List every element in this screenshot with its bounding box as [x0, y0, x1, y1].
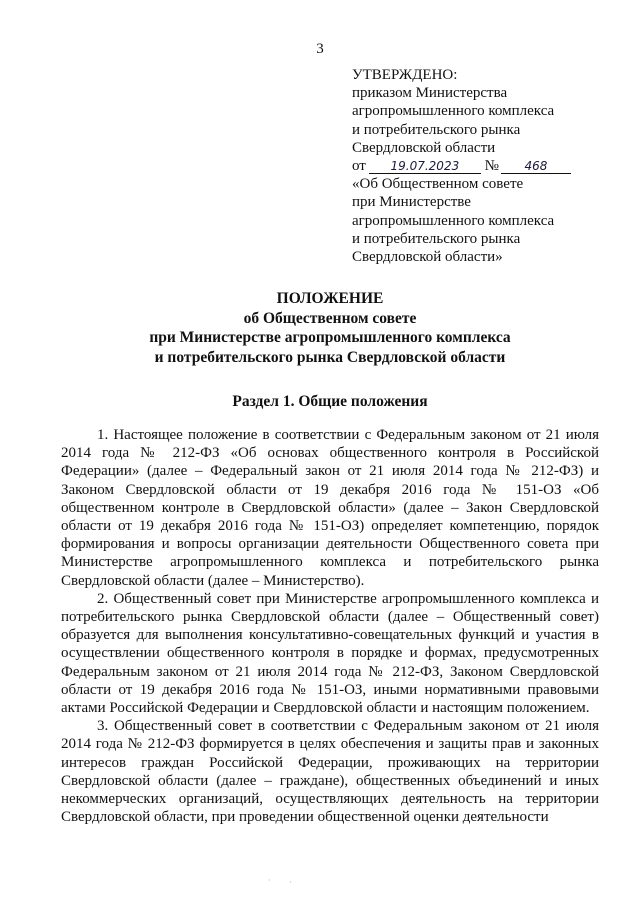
- handwritten-date: 19.07.2023: [369, 159, 481, 174]
- paragraph-3: 3. Общественный совет в соответствии с Федеральным законом от 21 июля 2014 года № 212-ФЗ формируется в целях обеспечения и защиты прав и законных интересов граждан Российской Федерации, проживающих на территории Свердловской области (далее – граждане), общественных объединений и иных некоммерческих организаций, осуществляющих деятельность на территории Свердловской области, при проведении общественной оценки деятельности: [61, 718, 599, 826]
- approval-subject-line: и потребительского рынка: [352, 230, 521, 247]
- handwritten-order-number: 468: [501, 159, 571, 174]
- approval-stamp-block: [352, 66, 602, 266]
- paragraph-1: 1. Настоящее положение в соответствии с Федеральным законом от 21 июля 2014 года № 212-ФЗ «Об основах общественного контроля в Российской Федерации» (далее – Федеральный закон от 21 июля 2014 года № 212-ФЗ) и Законом Свердловской области от 19 декабря 2016 года № 151-ОЗ «Об общественном контроле в Свердловской области» (далее – Закон Свердловской области от 19 декабря 2016 года № 151-ОЗ) определяет компетенцию, порядок формирования и вопросы организации деятельности Общественного совета при Министерстве агропромышленного комплекса и потребительского рынка Свердловской области (далее – Министерство).: [61, 427, 599, 589]
- approval-line: и потребительского рынка: [352, 121, 521, 138]
- approval-subject-line: при Министерстве: [352, 194, 471, 211]
- approval-subject-line: Свердловской области»: [352, 249, 503, 266]
- title-line: и потребительского рынка Свердловской области: [154, 348, 506, 366]
- paragraph-2: 2. Общественный совет при Министерстве агропромышленного комплекса и потребительского рынка Свердловской области (далее – Общественный совет) образуется для выполнения консультативно-совещательных функций и участия в осуществлении общественного контроля в порядке и формах, предусмотренных Федеральным законом от 21 июля 2014 года № 212-ФЗ, Законом Свердловской области от 19 декабря 2016 года № 151-ОЗ, иными нормативными правовыми актами Российской Федерации и Свердловской области и настоящим положением.: [61, 590, 599, 717]
- title-line: ПОЛОЖЕНИЕ: [276, 290, 384, 307]
- page-number: 3: [316, 41, 324, 57]
- document-title: [40, 289, 620, 367]
- approval-date-number-line: [352, 157, 602, 175]
- approval-heading: УТВЕРЖДЕНО:: [352, 67, 458, 83]
- title-line: при Министерстве агропромышленного комплекса: [149, 329, 511, 346]
- date-prefix: от: [352, 158, 366, 175]
- approval-subject-line: агропромышленного комплекса: [352, 212, 555, 229]
- document-body: [61, 426, 599, 826]
- scan-artifact-dot: ·: [268, 876, 271, 885]
- title-line: об Общественном совете: [243, 309, 417, 327]
- section-heading: Раздел 1. Общие положения: [232, 393, 428, 410]
- number-prefix: №: [484, 158, 499, 175]
- approval-line: Свердловской области: [352, 139, 496, 156]
- approval-subject-line: «Об Общественном совете: [352, 176, 524, 193]
- approval-line: приказом Министерства: [352, 85, 508, 102]
- scan-artifact-dot: ·: [289, 878, 292, 887]
- approval-line: агропромышленного комплекса: [352, 103, 555, 120]
